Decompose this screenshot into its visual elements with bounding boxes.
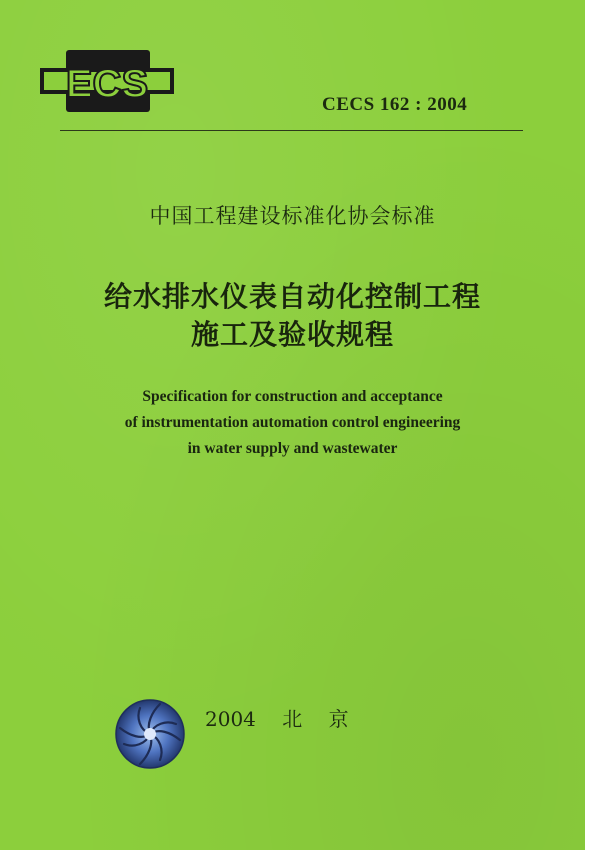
publication-year: 2004 — [205, 707, 256, 731]
title-chinese — [0, 278, 585, 354]
standard-code: CECS 162 : 2004 — [322, 94, 468, 115]
logo-text: ECS — [65, 62, 149, 106]
globe-emblem-icon — [114, 698, 186, 770]
title-zh-line-1: 给水排水仪表自动化控制工程 — [103, 280, 481, 313]
publication-info — [205, 703, 363, 732]
ecs-logo-icon — [38, 46, 176, 116]
title-en-line-2: of instrumentation automation control engineering — [124, 414, 461, 431]
association-name: 中国工程建设标准化协会标准 — [149, 204, 436, 228]
divider — [60, 130, 523, 131]
title-zh-line-2: 施工及验收规程 — [190, 318, 394, 351]
publication-city-2: 京 — [328, 707, 349, 731]
title-en-line-3: in water supply and wastewater — [187, 440, 398, 457]
publication-city-1: 北 — [282, 707, 303, 731]
title-english — [0, 384, 585, 462]
title-en-line-1: Specification for construction and acceptance — [142, 388, 443, 405]
